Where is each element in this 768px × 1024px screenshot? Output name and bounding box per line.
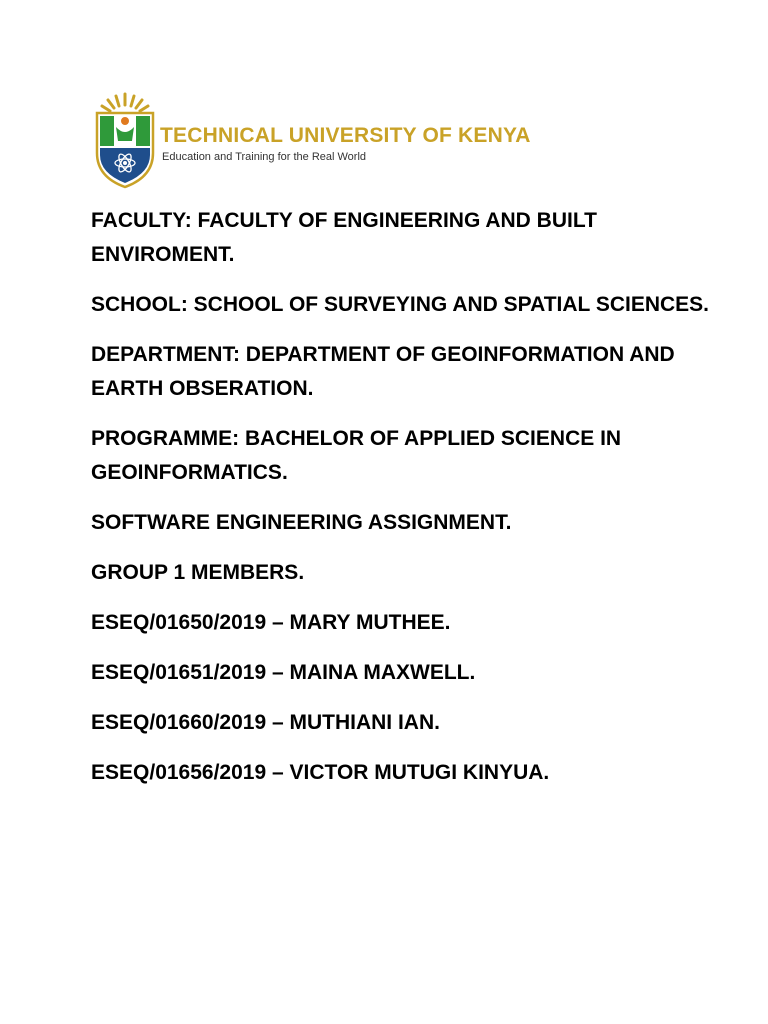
member-line: ESEQ/01650/2019 – MARY MUTHEE. [91, 611, 451, 634]
university-name: TECHNICAL UNIVERSITY OF KENYA [160, 124, 531, 147]
programme-line: PROGRAMME: BACHELOR OF APPLIED SCIENCE IN GEOINFORMATICS. [91, 427, 622, 484]
member-line: ESEQ/01660/2019 – MUTHIANI IAN. [91, 711, 440, 734]
department-line: DEPARTMENT: DEPARTMENT OF GEOINFORMATION AND EARTH OBSERATION. [91, 343, 675, 400]
university-logo [94, 91, 531, 191]
document-body [91, 204, 711, 806]
member-line: ESEQ/01656/2019 – VICTOR MUTUGI KINYUA. [91, 761, 550, 784]
member-line: ESEQ/01651/2019 – MAINA MAXWELL. [91, 661, 476, 684]
university-tagline: Education and Training for the Real World [162, 151, 367, 163]
school-line: SCHOOL: SCHOOL OF SURVEYING AND SPATIAL SCIENCES. [91, 293, 710, 316]
assignment-line: SOFTWARE ENGINEERING ASSIGNMENT. [91, 511, 512, 534]
faculty-line: FACULTY: FACULTY OF ENGINEERING AND BUILT ENVIROMENT. [91, 209, 597, 266]
university-crest-icon [94, 91, 156, 189]
group-line: GROUP 1 MEMBERS. [91, 561, 305, 584]
